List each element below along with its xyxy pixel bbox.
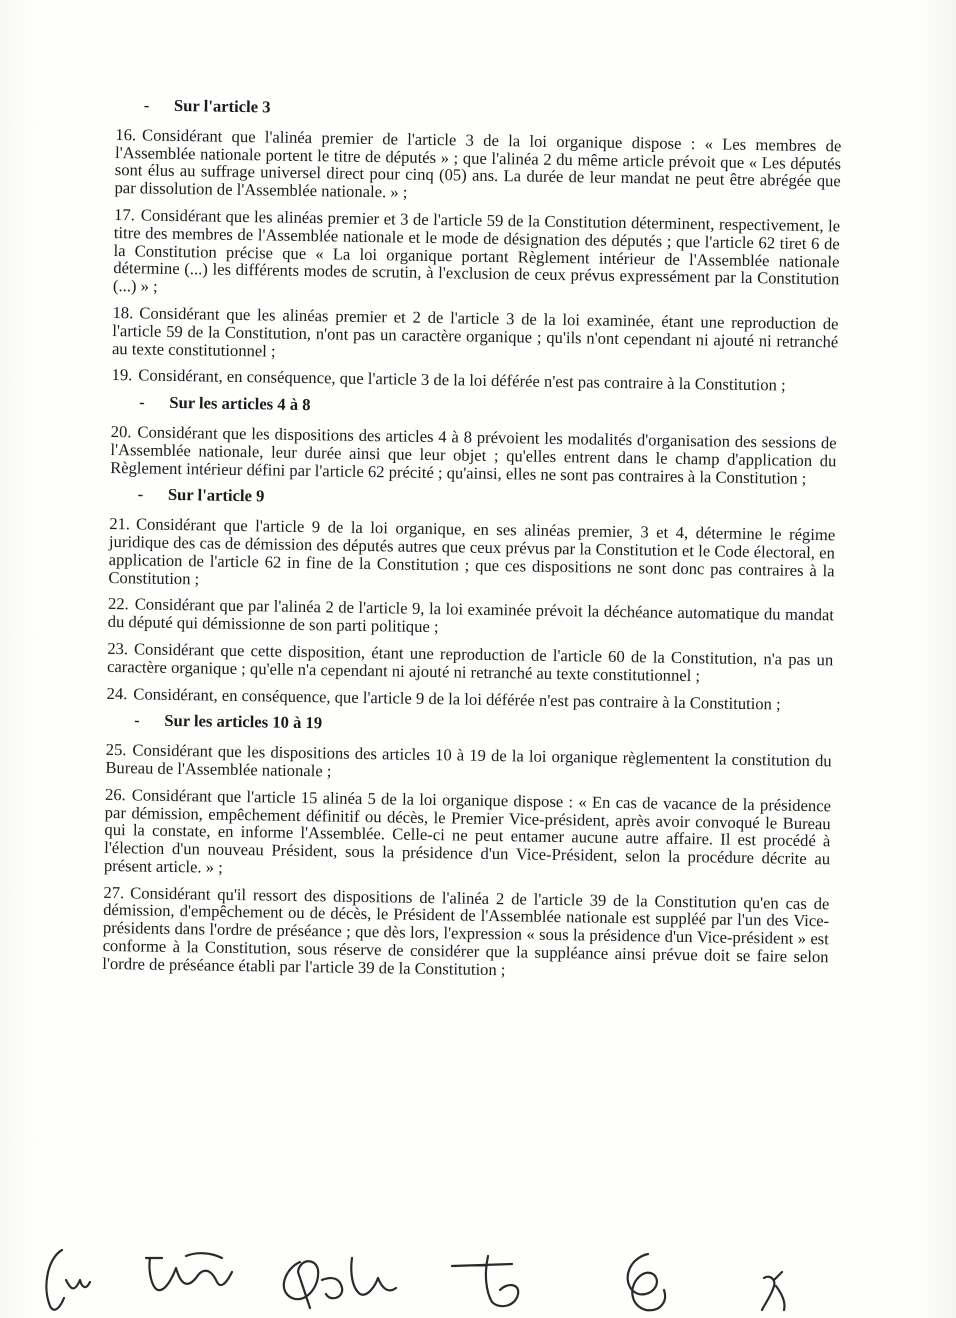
paragraph-text: Considérant que les dispositions des articles 4 à 8 prévoient les modalités d'organisation des sessions de l'Assemblée nationale, leur durée ainsi que leur objet ; qu'elles entrent dans le champ d'application du Règlement intérieur défini par l'article 62 précité ; qu'ainsi, elles ne sont pas contraires à la Constitution ; <box>110 422 837 488</box>
signature-mark <box>452 1256 518 1306</box>
paragraph <box>106 684 832 713</box>
paragraph-number: 17. <box>113 204 136 225</box>
signature-mark <box>46 1250 90 1310</box>
paragraph-number: 24. <box>106 683 128 703</box>
paragraph <box>108 595 834 642</box>
paragraph-text: Considérant qu'il ressort des dispositions de l'alinéa 2 de l'article 39 de la Constitution qu'en cas de démission, d'empêchement ou de décès, le Président de l'Assemblée nationale est suppléé par l'un des Vice-présidents dans l'ordre de préséance ; que dès lors, l'expression « sous la présidence d'un Vice-président » est conforme à la Constitution, sous réserve de considérer que la suppléance ainsi prévue doit se faire selon l'ordre de préséance établi par l'article 39 de la Constitution ; <box>102 883 830 980</box>
heading-dash: - <box>139 392 145 412</box>
section-heading <box>106 711 832 740</box>
heading-text: Sur l'article 3 <box>173 95 271 117</box>
heading-text: Sur les articles 10 à 19 <box>164 711 323 733</box>
paragraph <box>111 366 837 395</box>
paragraph <box>113 206 840 306</box>
paragraph-number: 18. <box>112 302 134 323</box>
signature-mark <box>146 1253 232 1290</box>
paragraph-number: 16. <box>115 124 137 145</box>
paragraph <box>105 741 831 788</box>
paragraph-text: Considérant que les alinéas premier et 3 de l'article 59 de la Constitution déterminent, respectivement, le titre des membres de l'Assemblée nationale et le mode de désignation des députés ; que l'article 62 tiret 6 de la Constitution précise que « La loi organique portant Règlement intérieur de l'Assemblée nationale détermine (...) les différents modes de scrutin, à l'exclusion de ceux prévus expressément par la Constitution (...) » ; <box>112 205 841 296</box>
paragraph-text: Considérant que les alinéas premier et 2 de l'article 3 de la loi examinée, étant une reproduction de l'article 59 de la Constitution, n'ont pas un caractère organique ; qu'ils n'ont cependant ni ajouté ni retranché au texte constitutionnel ; <box>111 303 839 361</box>
section-heading <box>116 96 842 125</box>
paragraph-text: Considérant que par l'alinéa 2 de l'article 9, la loi examinée prévoit la déchéance automatique du mandat du député qui démissionne de son parti politique ; <box>107 594 835 637</box>
paragraph-text: Considérant, en conséquence, que l'article 3 de la loi déférée n'est pas contraire à la Constitution ; <box>138 365 786 395</box>
paragraph-number: 23. <box>107 638 129 659</box>
paragraph-number: 26. <box>104 784 126 804</box>
heading-dash: - <box>134 710 140 730</box>
paragraph-text: Considérant que l'article 9 de la loi organique, en ses alinéas premier, 3 et 4, détermine le régime juridique des cas de démission des députés autres que ceux prévus par la Constitution et le Code électoral, en application de l'article 62 in fine de la Constitution ; que ces dispositions ne sont donc pas contraires à la Constitution ; <box>108 514 836 588</box>
paragraph-number: 19. <box>111 365 133 385</box>
paragraph <box>102 884 829 984</box>
signature-mark <box>284 1258 396 1308</box>
document-body <box>102 96 842 993</box>
signature-initials-row <box>0 1228 956 1318</box>
paragraph-number: 20. <box>110 421 132 442</box>
signature-mark <box>762 1272 785 1310</box>
paragraph-number: 21. <box>109 514 131 534</box>
paragraph <box>107 640 833 687</box>
paragraph-text: Considérant que les dispositions des articles 10 à 19 de la loi organique règlementent la constitution du Bureau de l'Assemblée nationale ; <box>105 740 832 781</box>
paragraph-number: 22. <box>107 594 129 614</box>
paragraph <box>114 126 841 209</box>
paragraph-text: Considérant que cette disposition, étant une reproduction de l'article 60 de la Constitution, n'a pas un caractère organique ; qu'elle n'a cependant ni ajouté ni retranché au texte constitutionnel ; <box>106 639 834 685</box>
paragraph <box>104 786 831 886</box>
paragraph-text: Considérant que l'alinéa premier de l'article 3 de la loi organique dispose : « Les membres de l'Assemblée nationale portent le titre de députés » ; que l'alinéa 2 du même article prévoit que « Les députés sont élus au suffrage universel direct pour cinq (05) ans. La durée de leur mandat ne peut être abrégée que par dissolution de l'Assemblée nationale. » ; <box>114 125 842 202</box>
signature-mark <box>628 1254 665 1310</box>
heading-text: Sur les articles 4 à 8 <box>169 393 311 415</box>
paragraph <box>108 515 835 598</box>
paragraph <box>110 423 837 488</box>
paragraph-text: Considérant, en conséquence, que l'article 9 de la loi déférée n'est pas contraire à la Constitution ; <box>133 683 781 714</box>
heading-text: Sur l'article 9 <box>167 485 265 506</box>
paragraph-number: 27. <box>103 882 125 902</box>
heading-dash: - <box>137 484 144 504</box>
heading-dash: - <box>143 95 150 115</box>
paragraph-number: 25. <box>105 740 127 760</box>
paragraph <box>112 304 839 369</box>
paragraph-text: Considérant que l'article 15 alinéa 5 de la loi organique dispose : « En cas de vacance de la présidence par démission, empêchement définitif ou décès, le Premier Vice-président, après avoir convoqué le Bureau qui la constate, en informe l'Assemblée. Celle-ci ne peut entamer aucune autre affaire. Il est procédé à l'élection d'un nouveau Président, sous la présidence d'un Vice-Président, selon la procédure décrite au présent article. » ; <box>103 785 832 877</box>
section-heading <box>110 485 836 514</box>
section-heading <box>111 393 837 422</box>
